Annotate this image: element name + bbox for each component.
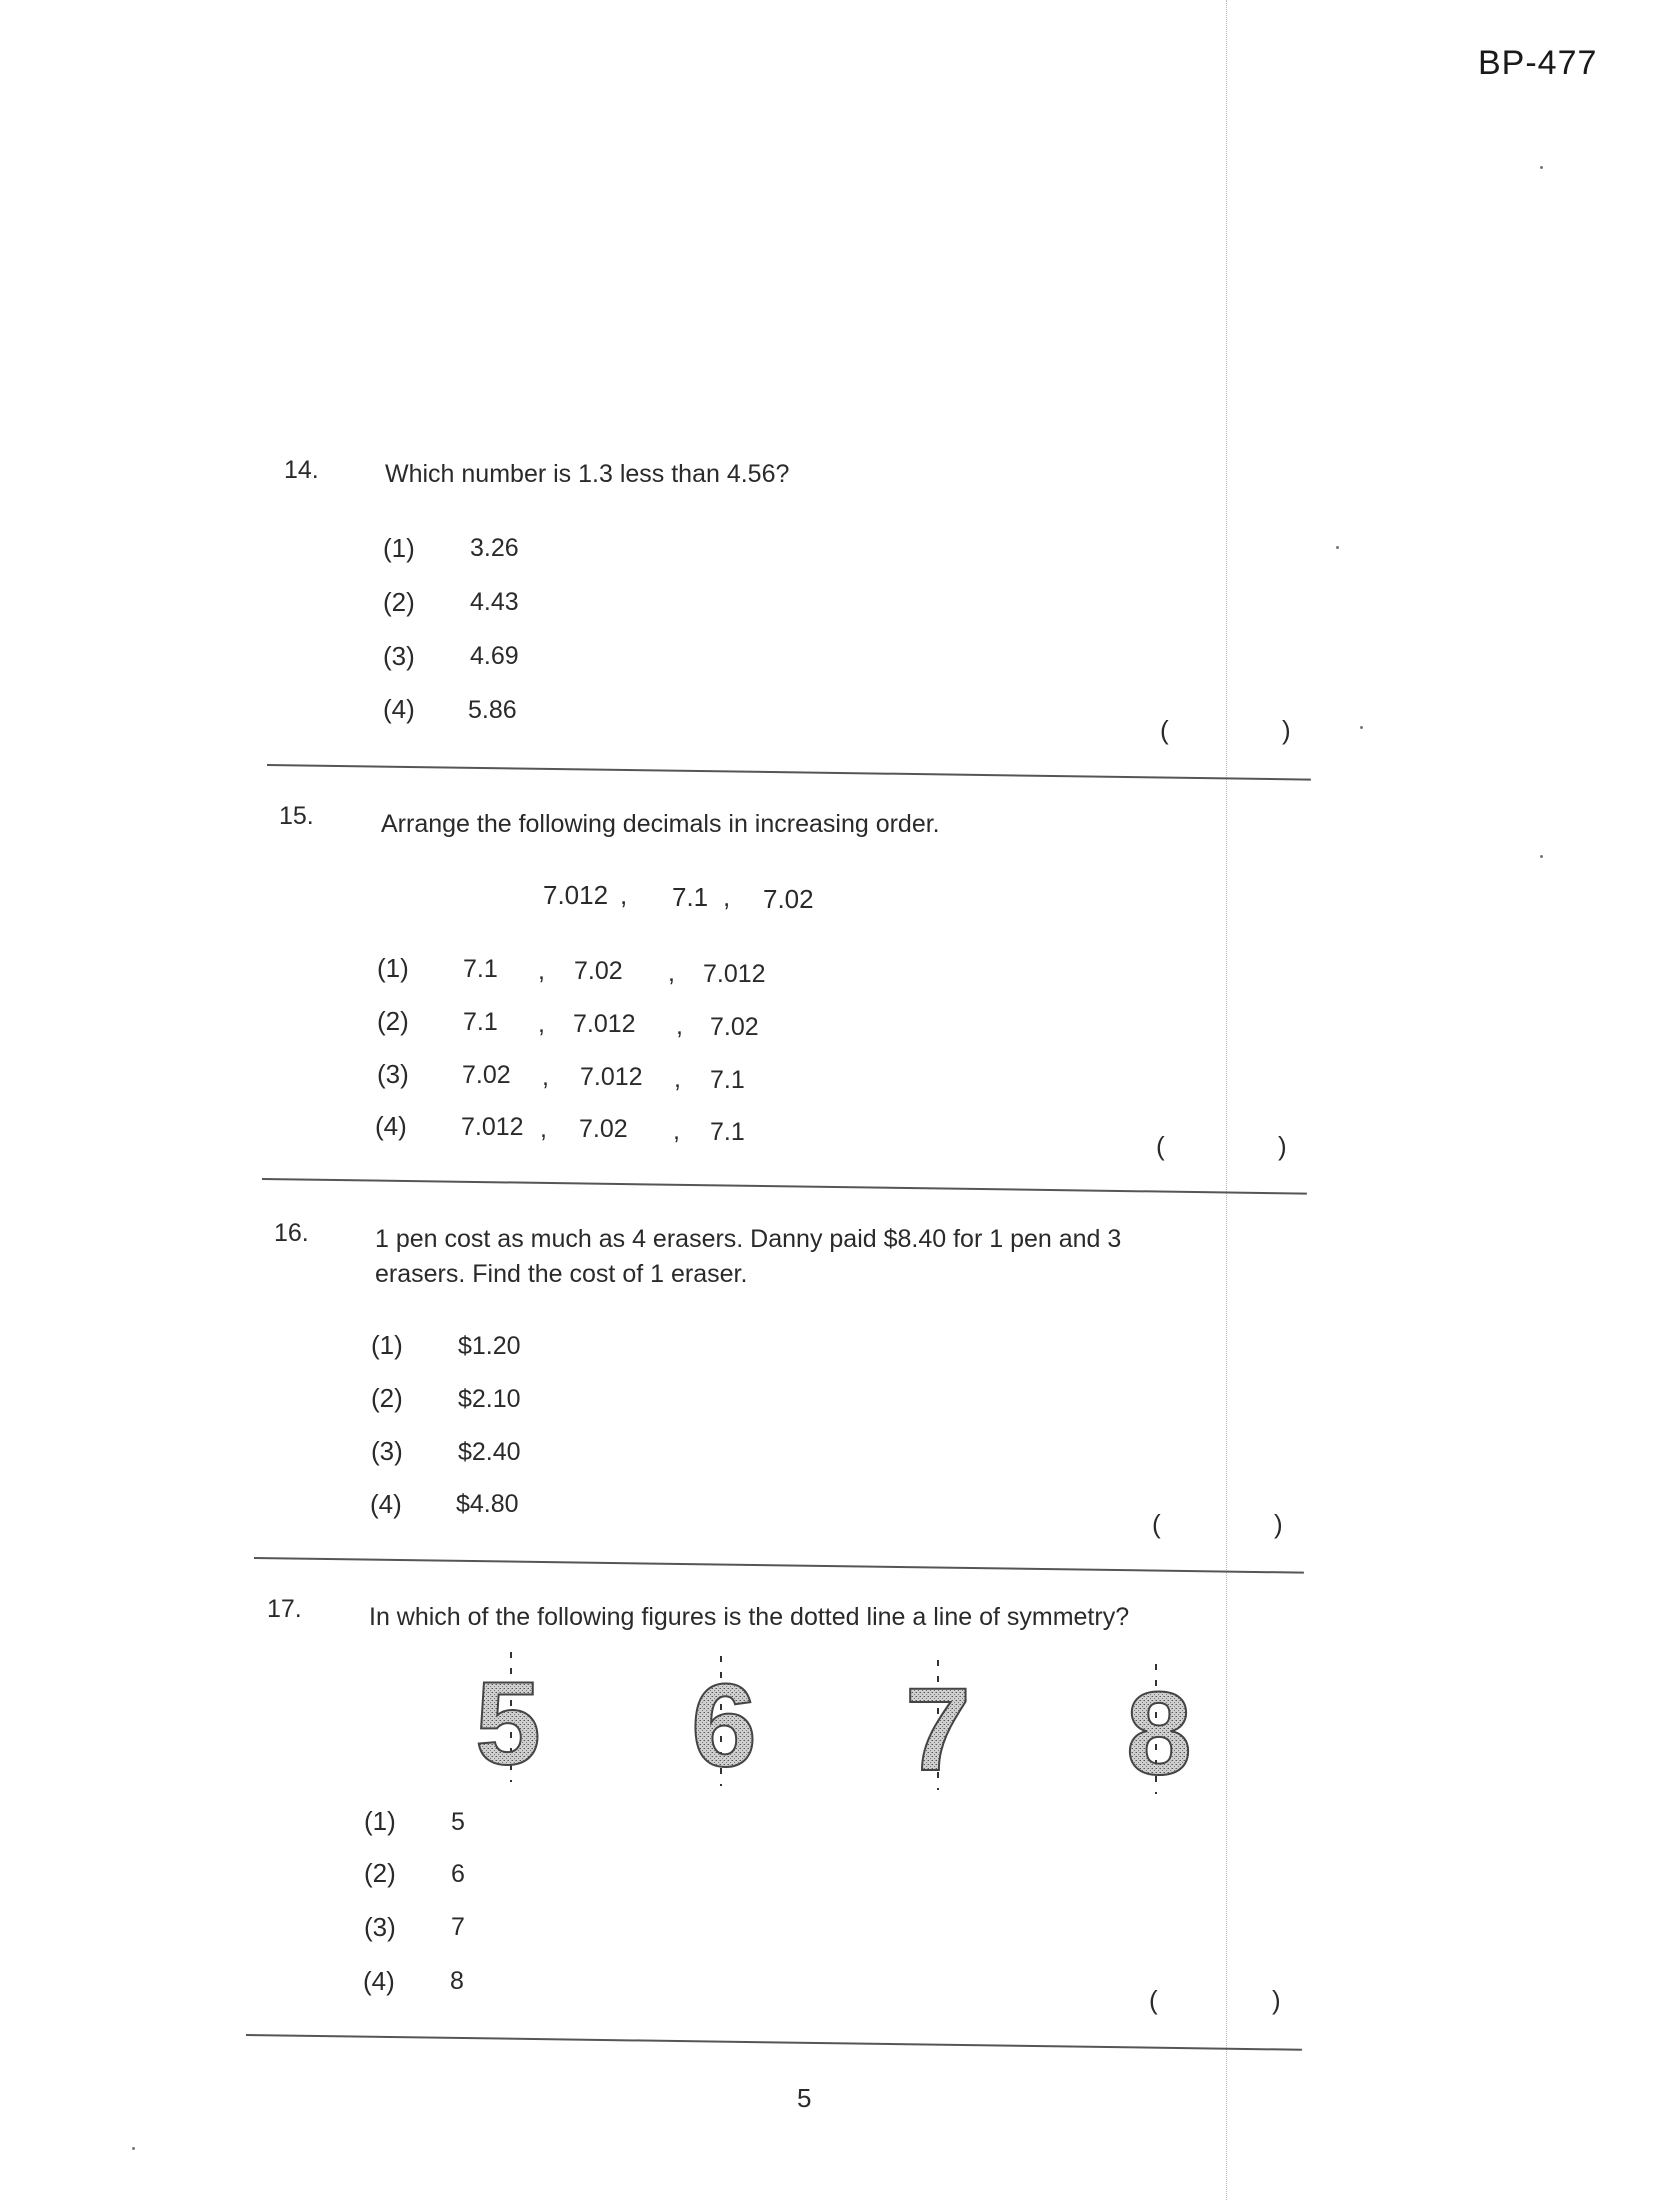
answer-paren-close: ) [1282, 715, 1291, 745]
option-value: $2.40 [458, 1438, 521, 1466]
given-decimal: 7.012 [543, 880, 609, 910]
figure-glyph: 5 [475, 1658, 541, 1790]
question-text-line1: 1 pen cost as much as 4 erasers. Danny paid $8.40 for 1 pen and 3 [375, 1225, 1122, 1253]
question-number: 15. [279, 802, 314, 830]
option-value: $1.20 [458, 1332, 521, 1360]
given-decimal: 7.02 [763, 884, 814, 914]
option-number: (2) [371, 1383, 403, 1413]
option-value: $2.10 [458, 1385, 521, 1413]
comma: , [540, 1115, 547, 1143]
option-number: (3) [364, 1912, 396, 1942]
option-value: 7.1 [463, 1008, 498, 1036]
option-number: (1) [377, 953, 409, 983]
figure-glyph: 8 [1126, 1668, 1192, 1800]
option-number: (2) [377, 1006, 409, 1036]
option-value: 3.26 [470, 534, 519, 562]
comma: , [538, 957, 545, 985]
comma: , [676, 1012, 683, 1040]
comma: , [674, 1065, 681, 1093]
comma: , [723, 882, 731, 912]
option-value: 7.1 [710, 1118, 745, 1146]
option-value: 7.02 [579, 1115, 628, 1143]
option-number: (3) [371, 1436, 403, 1466]
option-value: 4.69 [470, 642, 519, 670]
option-value: 8 [450, 1967, 464, 1995]
option-number: (4) [375, 1111, 407, 1141]
option-number: (2) [383, 587, 415, 617]
option-value: 5.86 [468, 696, 517, 724]
option-value: $4.80 [456, 1490, 519, 1518]
document-code: BP-477 [1478, 44, 1598, 82]
option-number: (4) [383, 694, 415, 724]
question-number: 14. [284, 456, 319, 484]
option-value: 7.012 [703, 960, 766, 988]
figure-8 [1126, 1664, 1192, 1800]
option-value: 7.02 [710, 1013, 759, 1041]
option-number: (1) [371, 1330, 403, 1360]
option-value: 7.012 [461, 1113, 524, 1141]
option-value: 7.1 [710, 1066, 745, 1094]
answer-paren-open: ( [1156, 1131, 1165, 1161]
option-value: 7.012 [580, 1063, 643, 1091]
question-text: Which number is 1.3 less than 4.56? [385, 460, 790, 488]
option-number: (3) [377, 1059, 409, 1089]
option-number: (2) [364, 1858, 396, 1888]
answer-paren-open: ( [1149, 1985, 1158, 2015]
comma: , [620, 880, 628, 910]
comma: , [668, 959, 675, 987]
answer-paren-open: ( [1152, 1509, 1161, 1539]
comma: , [538, 1010, 545, 1038]
question-number: 16. [274, 1219, 309, 1247]
option-number: (4) [363, 1966, 395, 1996]
answer-paren-close: ) [1278, 1131, 1287, 1161]
figure-6 [691, 1656, 757, 1792]
figure-5 [475, 1652, 541, 1790]
question-text-line2: erasers. Find the cost of 1 eraser. [375, 1260, 748, 1288]
question-text: Arrange the following decimals in increasing order. [381, 810, 940, 838]
option-value: 7.012 [573, 1010, 636, 1038]
option-value: 4.43 [470, 588, 519, 616]
given-decimal: 7.1 [672, 882, 709, 912]
figure-glyph: 6 [691, 1660, 757, 1792]
figure-glyph: 7 [905, 1664, 971, 1796]
option-number: (3) [383, 641, 415, 671]
question-number: 17. [267, 1595, 302, 1623]
page-number: 5 [797, 2083, 812, 2113]
figure-7 [905, 1660, 971, 1796]
comma: , [673, 1117, 680, 1145]
option-number: (1) [364, 1806, 396, 1836]
option-value: 7.02 [574, 957, 623, 985]
answer-paren-close: ) [1274, 1509, 1283, 1539]
answer-paren-open: ( [1160, 715, 1169, 745]
question-text: In which of the following figures is the dotted line a line of symmetry? [369, 1603, 1130, 1631]
option-value: 7.02 [462, 1061, 511, 1089]
option-number: (1) [383, 533, 415, 563]
option-value: 5 [451, 1808, 465, 1836]
option-value: 7.1 [463, 955, 498, 983]
option-value: 7 [451, 1913, 465, 1941]
comma: , [542, 1063, 549, 1091]
answer-paren-close: ) [1272, 1985, 1281, 2015]
option-number: (4) [370, 1489, 402, 1519]
option-value: 6 [451, 1860, 465, 1888]
